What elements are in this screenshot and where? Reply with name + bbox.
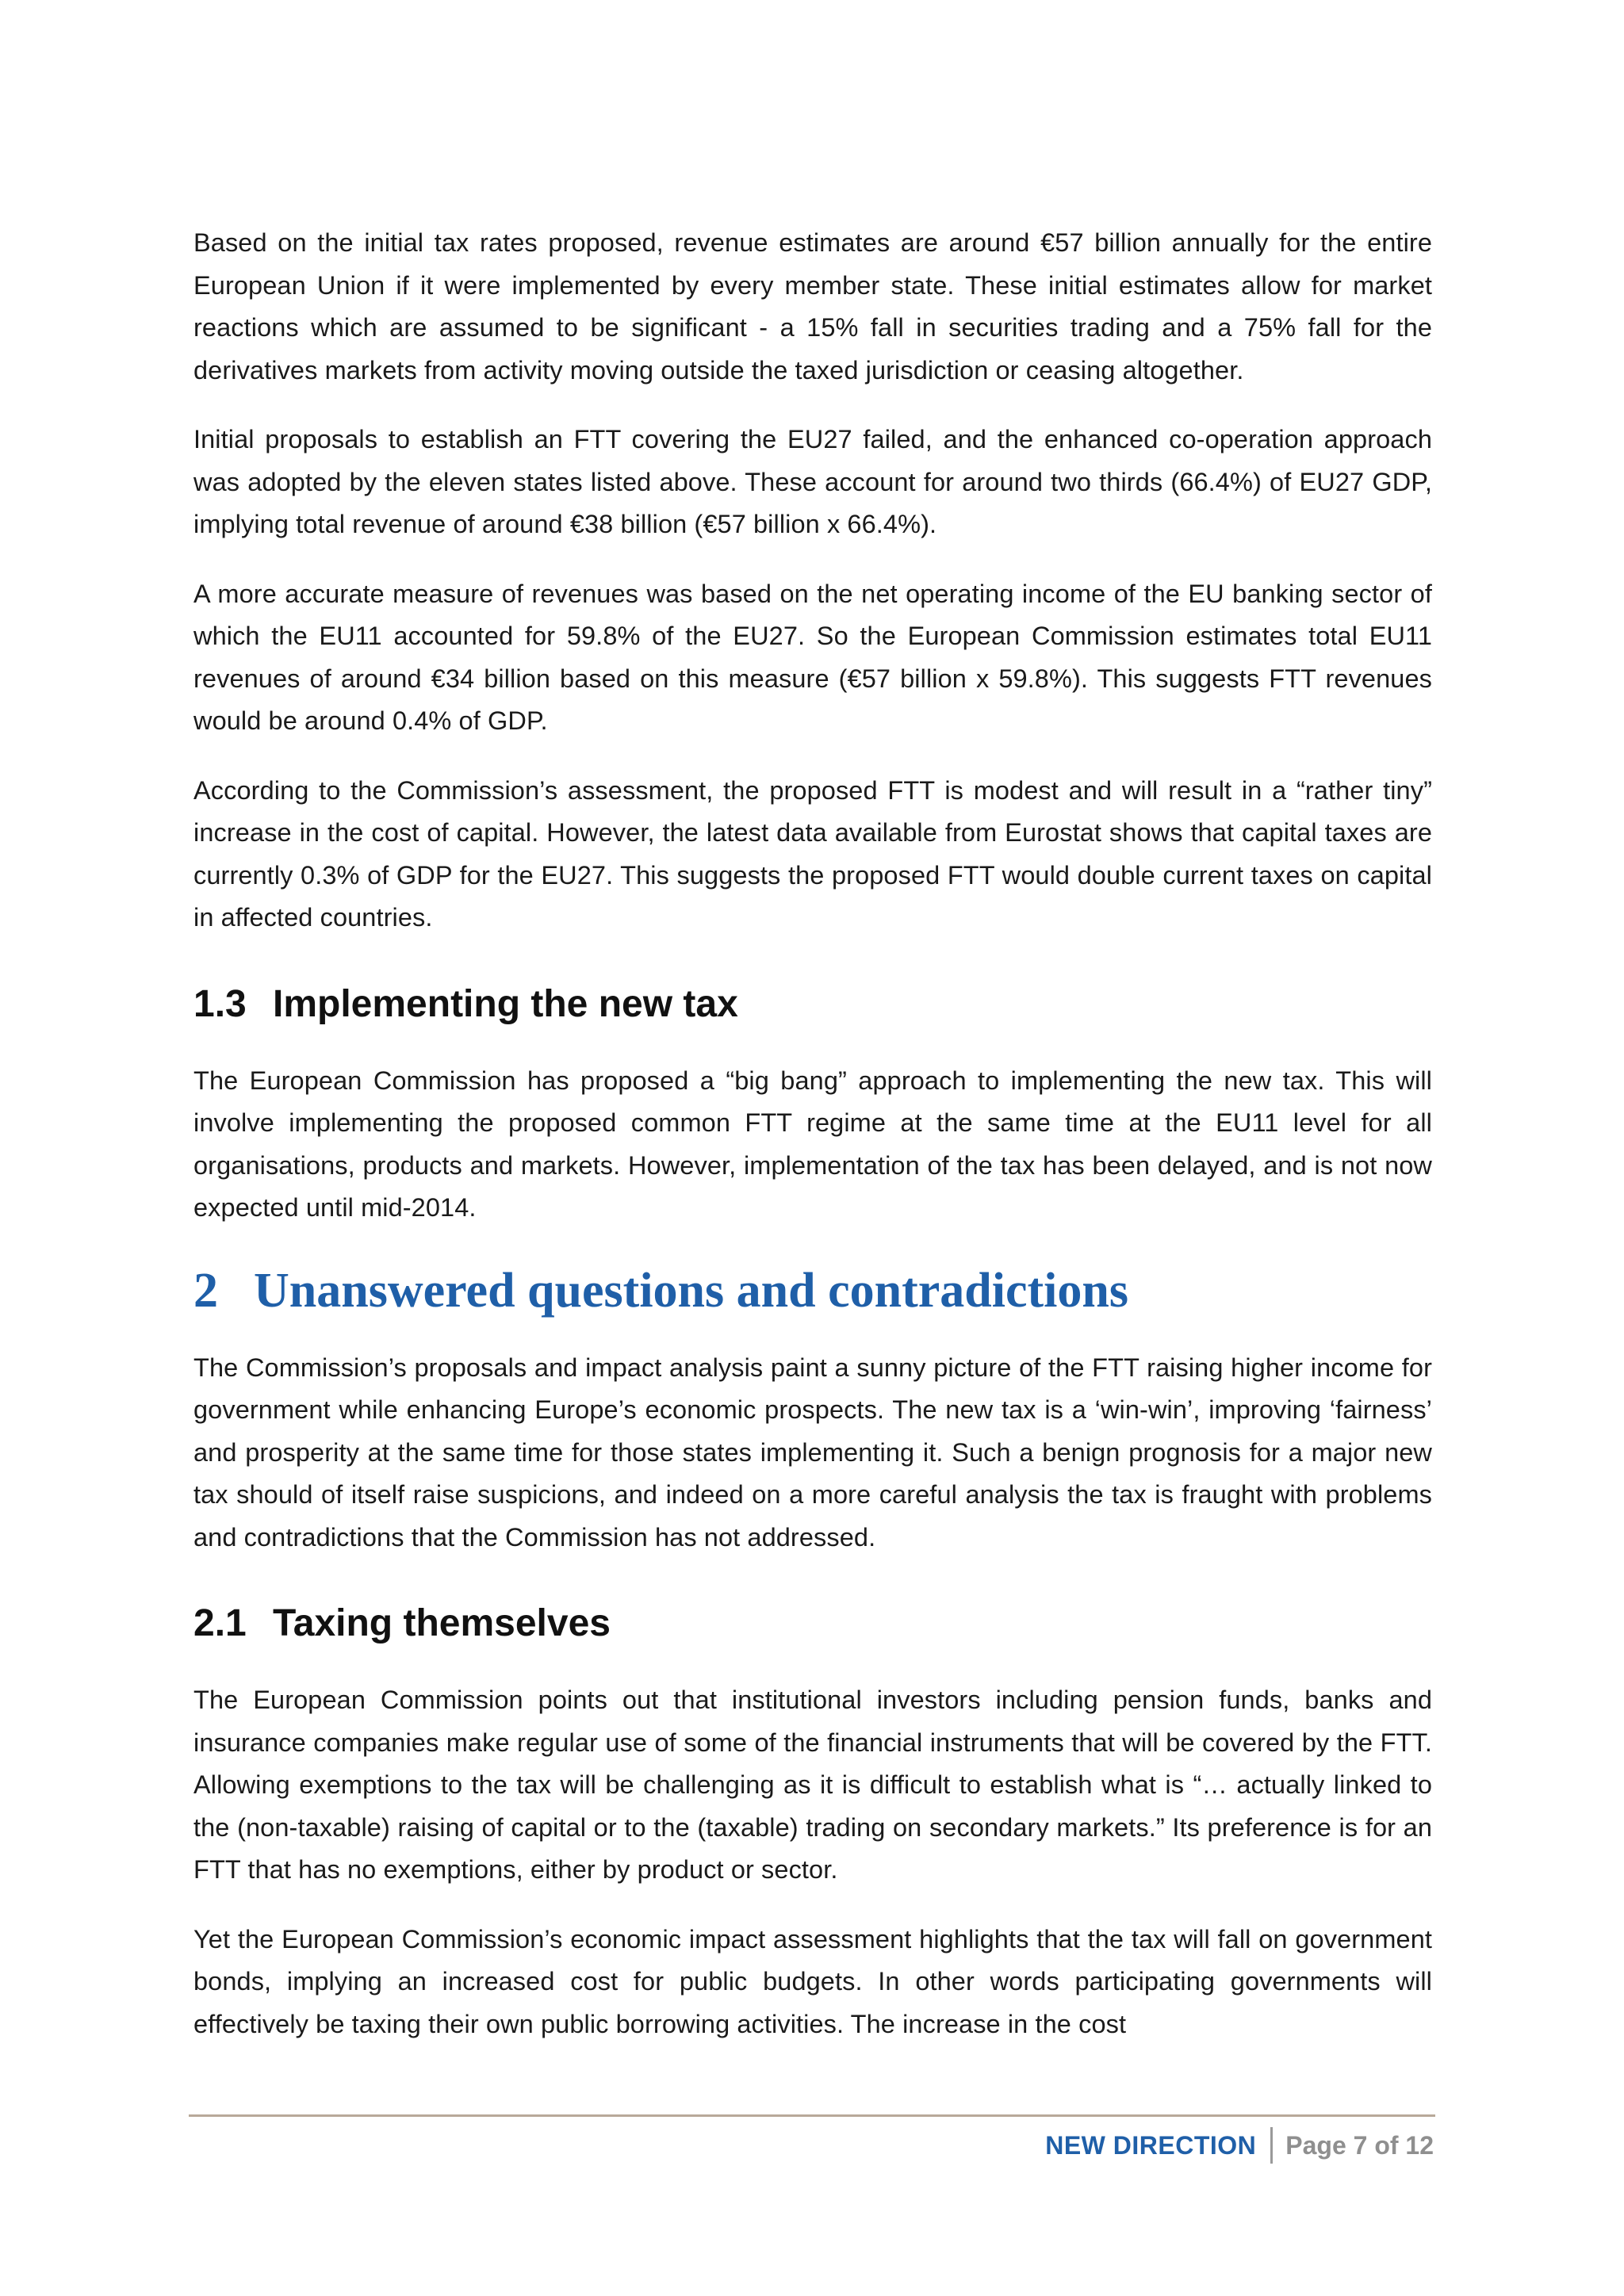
paragraph-government-bonds: Yet the European Commission’s economic impact assessment highlights that the tax will fall on government bonds, implying an increased cost for public budgets. In other words participating governments will effectively be taxing their own public borrowing activities. The increase in the cost (193, 1924, 1432, 2038)
page-footer (1045, 2127, 1434, 2164)
paragraph-commission-assessment: According to the Commission’s assessment, the proposed FTT is modest and will result in a “rather tiny” increase in the cost of capital. However, the latest data available from Eurostat shows that capital taxes are currently 0.3% of GDP for the EU27. This suggests the proposed FTT would double current taxes on capital in affected countries. (193, 775, 1432, 932)
footer-divider (189, 2114, 1435, 2117)
heading-implementing-new-tax (193, 981, 1432, 1028)
paragraph-big-bang: The European Commission has proposed a “big bang” approach to implementing the new tax. This will involve implementing the proposed common FTT regime at the same time at the EU11 level for all organisations, products and markets. However, implementation of the tax has been delayed, and is not now expected until mid-2014. (193, 1066, 1432, 1222)
heading-title: Unanswered questions and contradictions (254, 1263, 1128, 1318)
paragraph-revenue-estimates: Based on the initial tax rates proposed, revenue estimates are around €57 billion annually for the entire European Union if it were implemented by every member state. These initial estimates allow for market reactions which are assumed to be significant - a 15% fall in securities trading and a 75% fall for the derivatives markets from activity moving outside the taxed jurisdiction or ceasing altogether. (193, 228, 1432, 385)
heading-number: 2 (193, 1263, 218, 1318)
paragraph-initial-proposals: Initial proposals to establish an FTT covering the EU27 failed, and the enhanced co-operation approach was adopted by the eleven states listed above. These account for around two thirds (66.4%) of EU27 GDP, implying total revenue of around €38 billion (€57 billion x 66.4%). (193, 425, 1432, 538)
page-content (193, 222, 1432, 2072)
heading-taxing-themselves (193, 1600, 1432, 1647)
paragraph-accurate-measure: A more accurate measure of revenues was based on the net operating income of the EU banking sector of which the EU11 accounted for 59.8% of the EU27. So the European Commission estimates total EU11 revenues of around €34 billion based on this measure (€57 billion x 59.8%). This suggests FTT revenues would be around 0.4% of GDP. (193, 579, 1432, 735)
paragraph-sunny-picture: The Commission’s proposals and impact analysis paint a sunny picture of the FTT raising higher income for government while enhancing Europe’s economic prospects. The new tax is a ‘win-win’, improving ‘fairness’ and prosperity at the same time for those states implementing it. Such a benign prognosis for a major new tax should of itself raise suspicions, and indeed on a more careful analysis the tax is fraught with problems and contradictions that the Commission has not addressed. (193, 1353, 1432, 1552)
footer-brand: NEW DIRECTION (1045, 2130, 1257, 2160)
footer-separator (1270, 2127, 1273, 2164)
heading-number: 2.1 (193, 1602, 247, 1644)
heading-title: Implementing the new tax (273, 982, 738, 1025)
heading-title: Taxing themselves (273, 1602, 611, 1644)
heading-number: 1.3 (193, 982, 247, 1025)
paragraph-institutional-investors: The European Commission points out that institutional investors including pension funds, banks and insurance companies make regular use of some of the financial instruments that will be covered by the FTT. Allowing exemptions to the tax will be challenging as it is difficult to establish what is “… actually linked to the (non-taxable) raising of capital or to the (taxable) trading on secondary markets.” Its preference is for an FTT that has no exemptions, either by product or sector. (193, 1686, 1432, 1884)
heading-unanswered-questions (193, 1261, 1432, 1320)
page-number: Page 7 of 12 (1285, 2130, 1434, 2160)
